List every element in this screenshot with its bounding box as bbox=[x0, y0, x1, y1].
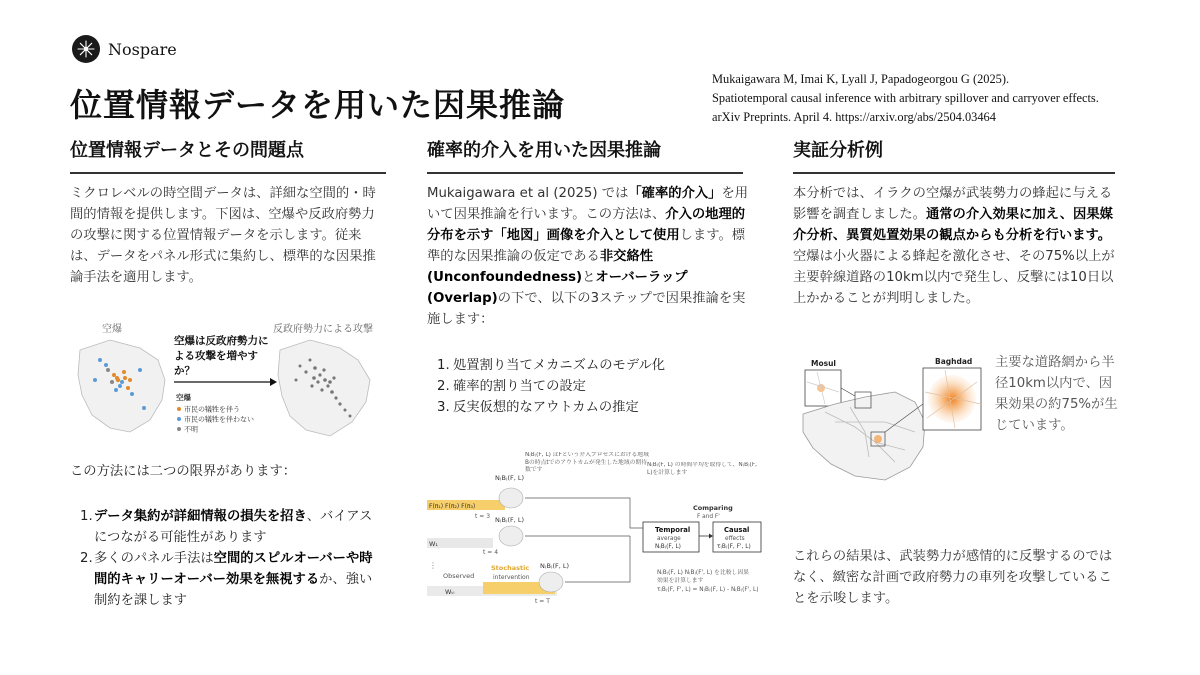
col2-intro bbox=[427, 183, 749, 330]
svg-text:N₍B₎(F, L): N₍B₎(F, L) bbox=[655, 544, 681, 550]
page-title: 位置情報データを用いた因果推論 bbox=[70, 86, 566, 124]
fig-question-3: か？ bbox=[174, 365, 195, 377]
emphasis-text: 「確率的介入」 bbox=[628, 186, 722, 201]
legend-item-3: 不明 bbox=[184, 425, 198, 434]
col1-intro: ミクロレベルの時空間データは、詳細な空間的・時間的情報を提供します。下図は、空爆や反政府勢力の攻撃に関する位置情報データを示します。従来は、データをパネル形式に集約し、標準的な因果推論手法を適用します。 bbox=[70, 186, 376, 285]
stochastic-label: Stochastic bbox=[491, 564, 530, 572]
list-text bbox=[94, 506, 380, 548]
col3-intro bbox=[793, 183, 1123, 309]
svg-text:W₁: W₁ bbox=[429, 540, 439, 548]
map-note: 主要な道路網から半径10km以内で、因果効果の約75%が生じています。 bbox=[995, 355, 1118, 433]
limits-intro: この方法には二つの限界があります： bbox=[70, 464, 297, 479]
plain-text: 空爆は小火器による蜂起を激化させ、その75%以上が主要幹線道路の10km以内で発生し、反撃には10日以上かかることが判明しました。 bbox=[793, 249, 1115, 306]
list-text: 確率的割り当ての設定 bbox=[453, 379, 586, 394]
emphasis-text: データ集約が詳細情報の損失を招き bbox=[94, 509, 307, 524]
citation bbox=[712, 70, 1099, 127]
svg-text:τ₍B₎(F, F', L) = N₍B₎(F, L) -: τ₍B₎(F, F', L) = N₍B₎(F, L) - N₍B₎(F', L) bbox=[657, 587, 759, 593]
region-blob-2 bbox=[499, 526, 523, 546]
limits-list bbox=[80, 506, 380, 611]
plain-text: を用いて因果推論を行います。この方法は、 bbox=[427, 186, 749, 222]
column-heading: 確率的介入を用いた因果推論 bbox=[427, 130, 743, 174]
fig-question-2: よる攻撃を増やす bbox=[174, 350, 258, 362]
stochastic-diagram bbox=[425, 450, 765, 610]
plain-text: か、強い制約を課します bbox=[94, 572, 373, 608]
temporal-sub: average bbox=[657, 536, 681, 542]
time-label: t = T bbox=[535, 598, 550, 605]
citation-line-3[interactable]: arXiv Preprints. April 4. https://arxiv.org/abs/2504.03464 bbox=[712, 110, 996, 124]
list-number: 2. bbox=[80, 551, 93, 566]
citation-line-2: Spatiotemporal causal inference with arbitrary spillover and carryover effects. bbox=[712, 91, 1099, 105]
list-text: 処置割り当てメカニズムのモデル化 bbox=[453, 358, 666, 373]
comparing-sub: F and F' bbox=[697, 514, 720, 520]
mosul-label: Mosul bbox=[811, 359, 836, 368]
svg-text:⋮: ⋮ bbox=[429, 561, 437, 570]
brand-logo bbox=[72, 35, 177, 63]
list-number: 1. bbox=[437, 358, 450, 373]
fig-left-label: 空爆 bbox=[102, 324, 122, 335]
plain-text: 、バイアスにつながる可能性があります bbox=[94, 509, 373, 545]
time-label: t = 4 bbox=[483, 549, 499, 556]
intervention-label: intervention bbox=[493, 574, 530, 581]
legend-item-1: 市民の犠牲を伴う bbox=[184, 405, 240, 414]
iraq-road-map bbox=[795, 352, 985, 487]
diagram-note-top: N₍B₎(F, L) はFという介入プロセスにおける地域Bの時点tでのアウトカムが発生した地域の期待数です bbox=[525, 452, 649, 473]
step-item-1 bbox=[437, 355, 737, 376]
svg-text:Wₜₗ: Wₜₗ bbox=[445, 588, 455, 596]
logo-icon bbox=[72, 35, 100, 63]
limit-item-2 bbox=[80, 548, 380, 611]
col3-conclusion: これらの結果は、武装勢力が感情的に反撃するのではなく、緻密な計画で政府勢力の車列を攻撃していることを示唆します。 bbox=[793, 549, 1113, 606]
svg-text:τ₍B₎(F, F', L): τ₍B₎(F, F', L) bbox=[717, 544, 751, 550]
column-stochastic-intervention bbox=[427, 130, 745, 174]
plain-text: Mukaigawara et al (2025) では bbox=[427, 186, 629, 201]
list-text: 反実仮想的なアウトカムの推定 bbox=[453, 400, 639, 415]
emphasis-text: オーバーラップ(Overlap) bbox=[427, 270, 688, 306]
connector-3 bbox=[565, 536, 630, 582]
airstrike-attack-figure bbox=[70, 320, 388, 450]
legend-item-2: 市民の犠牲を伴わない bbox=[184, 415, 254, 424]
region-blob-3 bbox=[539, 572, 563, 592]
column-heading: 位置情報データとその問題点 bbox=[70, 130, 386, 174]
steps-list bbox=[437, 355, 737, 418]
plain-text: 本分析では、イラクの空爆が武装勢力の蜂起に与える影響を調査しました。 bbox=[793, 186, 1113, 222]
emphasis-text: 非交絡性(Unconfoundedness) bbox=[427, 249, 654, 285]
connector-1 bbox=[525, 498, 643, 528]
diagram-note-bottom-2: 効果を計算します bbox=[657, 578, 704, 584]
emphasis-text: 空間的スピルオーバーや時間的キャリーオーバー効果を無視する bbox=[94, 551, 373, 587]
nb-label: N₍B₎(F, L) bbox=[540, 562, 570, 570]
fig-arrow-head bbox=[270, 378, 277, 386]
fig-question-1: 空爆は反政府勢力に bbox=[174, 335, 269, 347]
time-label: t = 3 bbox=[475, 513, 491, 520]
observed-label: Observed bbox=[443, 572, 475, 580]
emphasis-text: 通常の介入効果に加え、因果媒介分析、異質処置効果の観点からも分析を行います。 bbox=[793, 207, 1113, 243]
comparing-label: Comparing bbox=[693, 504, 733, 512]
emphasis-text: 介入の地理的分布を示す「地図」画像を介入として使用 bbox=[427, 207, 746, 243]
baghdad-hotspot bbox=[928, 375, 976, 423]
step-item-2 bbox=[437, 376, 737, 397]
column-heading: 実証分析例 bbox=[793, 130, 1115, 174]
list-text bbox=[94, 548, 380, 611]
plain-text: します。標準的な因果推論の仮定である bbox=[427, 228, 746, 264]
nb-label: N₍B₎(F, L) bbox=[495, 474, 525, 482]
column-data-problems bbox=[70, 130, 388, 174]
causal-label: Causal bbox=[724, 526, 750, 534]
step-item-3 bbox=[437, 397, 737, 418]
citation-line-1: Mukaigawara M, Imai K, Lyall J, Papadogeorgou G (2025). bbox=[712, 72, 1010, 86]
diagram-note-right: N₍B₎(F, L) の時間平均を取得して、N₍B₎(F, L)を計算します bbox=[647, 462, 758, 476]
region-blob-1 bbox=[499, 488, 523, 508]
list-number: 1. bbox=[80, 509, 93, 524]
svg-text:F(π₁) F(π₂) F(π₃): F(π₁) F(π₂) F(π₃) bbox=[429, 503, 476, 510]
list-number: 2. bbox=[437, 379, 450, 394]
diagram-note-bottom-1: N₍B₎(F, L) N₍B₎(F', L) を比較し因果 bbox=[657, 570, 749, 576]
fig-right-label: 反政府勢力による攻撃 bbox=[273, 324, 373, 335]
baghdad-label: Baghdad bbox=[935, 357, 973, 366]
legend-title: 空爆 bbox=[176, 393, 191, 402]
plain-text: の下で、以下の3ステップで因果推論を実施します： bbox=[427, 291, 746, 327]
iraq-map-right bbox=[278, 340, 370, 436]
plain-text: 多くのパネル手法は bbox=[94, 551, 214, 566]
temporal-label: Temporal bbox=[655, 526, 691, 534]
column-empirical bbox=[793, 130, 1123, 174]
list-number: 3. bbox=[437, 400, 450, 415]
plain-text: と bbox=[582, 270, 596, 285]
limit-item-1 bbox=[80, 506, 380, 548]
nb-label: N₍B₎(F, L) bbox=[495, 516, 525, 524]
causal-sub: effects bbox=[725, 536, 745, 542]
brand-name: Nospare bbox=[108, 39, 177, 59]
